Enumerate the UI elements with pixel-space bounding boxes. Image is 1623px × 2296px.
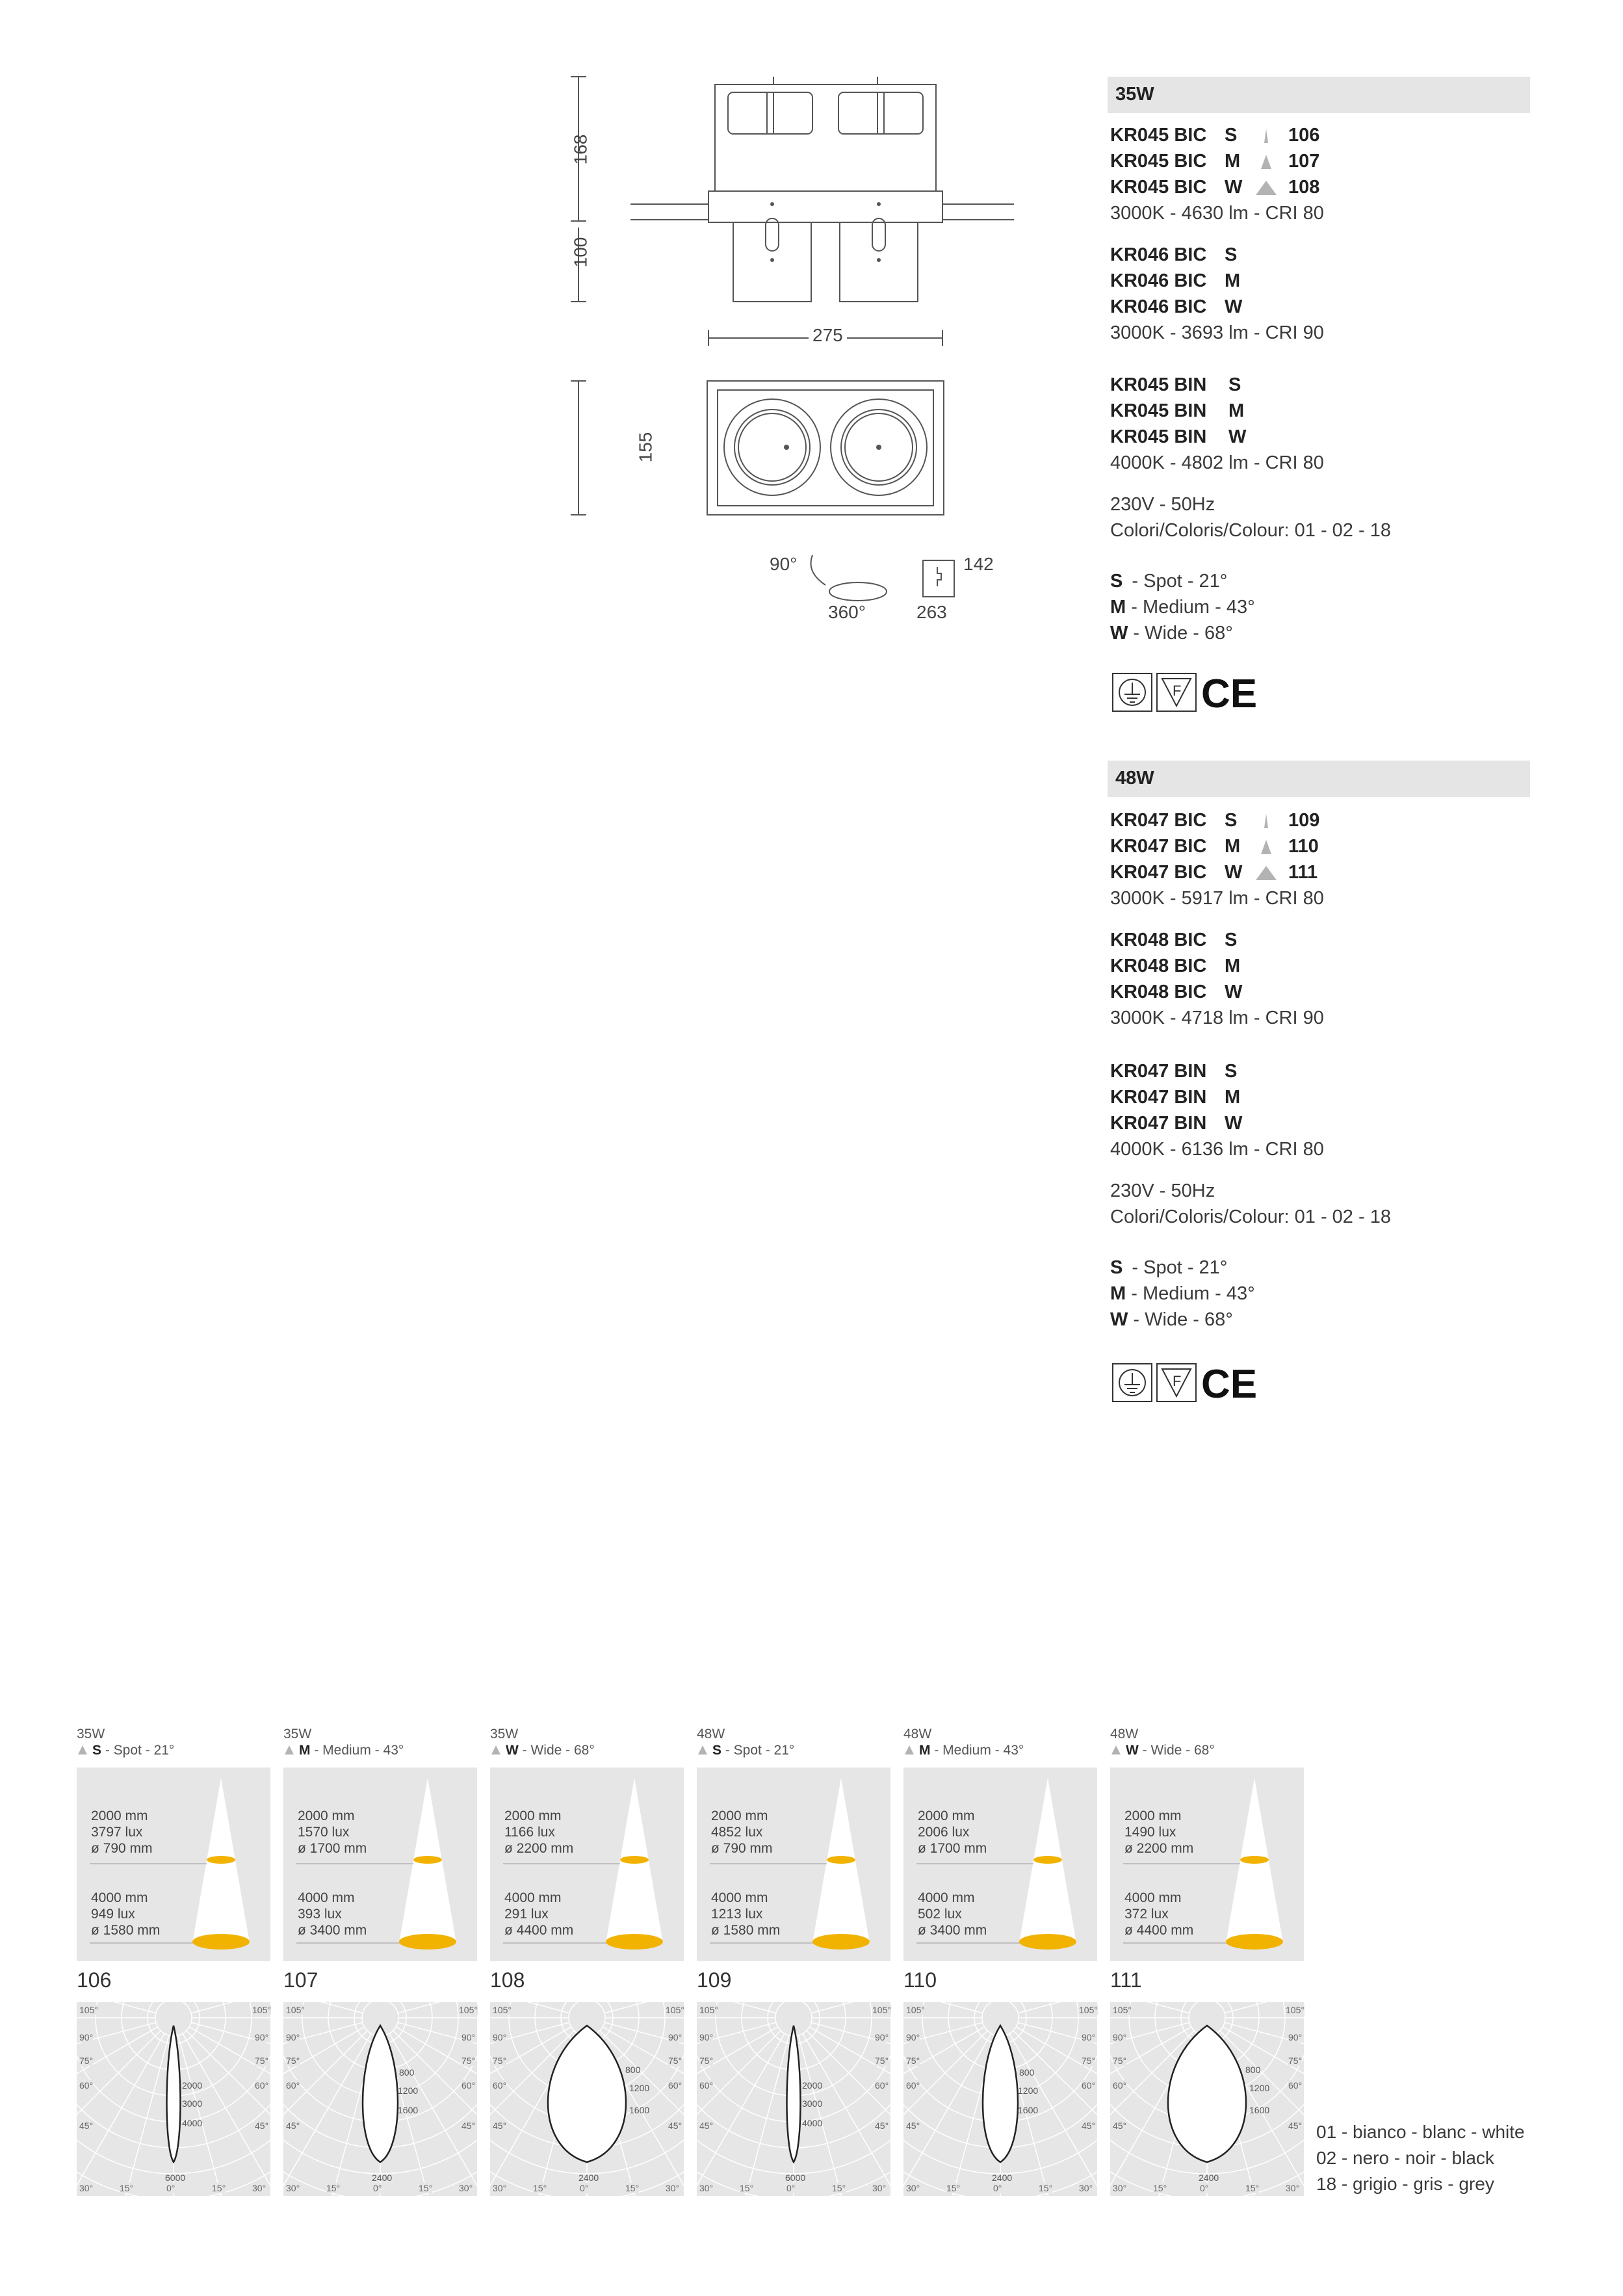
polar-angle-label: 60° [1288, 2080, 1303, 2091]
light-cone-diagram [490, 1768, 684, 1961]
diameter-1: ø 1700 mm [918, 1841, 987, 1856]
polar-angle-label: 90° [461, 2032, 476, 2042]
diagram-number: 110 [903, 1968, 937, 1992]
product-row: KR048 BIC S [1110, 930, 1238, 950]
polar-angle-label: 75° [906, 2055, 920, 2066]
lux-2: 291 lux [504, 1907, 549, 1922]
polar-scale-label: 1200 [1249, 2083, 1270, 2093]
polar-scale-label: 1200 [1018, 2085, 1039, 2096]
lux-1: 2006 lux [918, 1825, 970, 1840]
polar-angle-label: 60° [699, 2080, 714, 2091]
polar-angle-label: 75° [493, 2055, 507, 2066]
polar-scale-label: 1600 [1018, 2105, 1039, 2115]
polar-scale-label: 6000 [785, 2172, 806, 2183]
polar-angle-label: 15° [832, 2183, 846, 2193]
lux-1: 1166 lux [504, 1825, 555, 1840]
polar-angle-label: 60° [906, 2080, 920, 2091]
polar-angle-label: 45° [1113, 2120, 1127, 2131]
lux-2: 372 lux [1124, 1907, 1169, 1922]
polar-angle-label: 60° [286, 2080, 300, 2091]
polar-angle-label: 45° [1288, 2120, 1303, 2131]
polar-scale-label: 2000 [802, 2080, 823, 2091]
dim-height-top: 168 [570, 134, 591, 165]
diameter-1: ø 2200 mm [504, 1841, 574, 1856]
polar-angle-label: 105° [666, 2005, 684, 2015]
lux-1: 1490 lux [1124, 1825, 1176, 1840]
polar-grid [77, 2002, 270, 2196]
polar-angle-label: 30° [1286, 2183, 1300, 2193]
polar-scale-label: 6000 [165, 2172, 186, 2183]
distance-2: 4000 mm [918, 1890, 975, 1905]
polar-scale-label: 1600 [1249, 2105, 1270, 2115]
polar-angle-label: 75° [461, 2055, 476, 2066]
product-row: KR047 BIN W [1110, 1113, 1243, 1134]
polar-angle-label: 90° [1288, 2032, 1303, 2042]
polar-angle-label: 90° [875, 2032, 889, 2042]
polar-angle-label: 60° [1082, 2080, 1096, 2091]
distance-2: 4000 mm [504, 1890, 562, 1905]
panel-beam: M - Medium - 43° [903, 1743, 1024, 1758]
polar-angle-label: 45° [875, 2120, 889, 2131]
polar-angle-label: 75° [1113, 2055, 1127, 2066]
polar-scale-label: 3000 [182, 2098, 203, 2109]
polar-scale-label: 2000 [182, 2080, 203, 2091]
polar-angle-label: 105° [1286, 2005, 1305, 2015]
section-header-48w: 48W [1108, 761, 1530, 797]
dim-depth: 155 [635, 432, 656, 463]
spec-line: 4000K - 4802 lm - CRI 80 [1110, 452, 1324, 473]
diagram-number: 106 [77, 1968, 112, 1992]
distance-1: 2000 mm [504, 1808, 562, 1823]
polar-angle-label: 60° [1113, 2080, 1127, 2091]
polar-angle-label: 105° [872, 2005, 891, 2015]
svg-text:CE: CE [1201, 1362, 1258, 1405]
product-row: KR046 BIC W [1110, 296, 1243, 317]
polar-angle-label: 30° [1079, 2183, 1093, 2193]
beam-spot-4000 [192, 1934, 250, 1950]
polar-angle-label: 45° [493, 2120, 507, 2131]
polar-scale-label: 3000 [802, 2098, 823, 2109]
beam-legend-medium: M - Medium - 43° [1110, 597, 1255, 618]
polar-angle-label: 105° [79, 2005, 98, 2015]
panel-beam: S - Spot - 21° [77, 1743, 174, 1758]
panel-beam: M - Medium - 43° [283, 1743, 404, 1758]
polar-angle-label: 75° [875, 2055, 889, 2066]
certification-icons [1110, 1360, 1260, 1405]
spec-line: 3000K - 5917 lm - CRI 80 [1110, 888, 1324, 909]
polar-angle-label: 90° [1113, 2032, 1127, 2042]
beam-spot-4000 [1019, 1934, 1076, 1950]
polar-scale-label: 2400 [1199, 2172, 1219, 2183]
polar-angle-label: 0° [1200, 2183, 1209, 2193]
polar-diagram [1110, 2002, 1304, 2196]
polar-angle-label: 60° [461, 2080, 476, 2091]
polar-angle-label: 90° [1082, 2032, 1096, 2042]
polar-angle-label: 75° [255, 2055, 269, 2066]
polar-angle-label: 30° [699, 2183, 714, 2193]
polar-diagram [903, 2002, 1097, 2196]
polar-angle-label: 30° [493, 2183, 507, 2193]
spec-line: 4000K - 6136 lm - CRI 80 [1110, 1139, 1324, 1160]
polar-angle-label: 30° [286, 2183, 300, 2193]
product-row: KR047 BIC S 109 [1110, 810, 1320, 831]
intensity-curve [548, 2026, 626, 2162]
beam-triangle-icon [77, 1744, 88, 1756]
beam-triangle-icon [1253, 179, 1279, 196]
polar-grid [697, 2002, 890, 2196]
polar-angle-label: 15° [120, 2183, 134, 2193]
polar-angle-label: 105° [252, 2005, 271, 2015]
polar-diagram [77, 2002, 270, 2196]
light-cone-diagram [903, 1768, 1097, 1961]
beam-legend-spot: S - Spot - 21° [1110, 1257, 1228, 1278]
polar-angle-label: 90° [255, 2032, 269, 2042]
distance-1: 2000 mm [1124, 1808, 1182, 1823]
voltage: 230V - 50Hz [1110, 1181, 1215, 1201]
beam-triangle-icon [1253, 153, 1279, 170]
distance-1: 2000 mm [711, 1808, 768, 1823]
polar-angle-label: 45° [461, 2120, 476, 2131]
distance-1: 2000 mm [298, 1808, 355, 1823]
dim-tilt: 90° [770, 554, 798, 574]
diameter-2: ø 3400 mm [298, 1923, 367, 1938]
product-row: KR046 BIC M [1110, 270, 1241, 291]
spec-line: 3000K - 4718 lm - CRI 90 [1110, 1008, 1324, 1028]
diameter-1: ø 790 mm [711, 1841, 773, 1856]
svg-text:F: F [1173, 1373, 1182, 1389]
polar-angle-label: 15° [1039, 2183, 1053, 2193]
polar-angle-label: 45° [699, 2120, 714, 2131]
beam-legend-wide: W - Wide - 68° [1110, 1309, 1233, 1330]
colour-option: 01 - bianco - blanc - white [1316, 2122, 1525, 2142]
panel-power: 35W [77, 1727, 105, 1742]
diameter-1: ø 1700 mm [298, 1841, 367, 1856]
polar-angle-label: 30° [79, 2183, 94, 2193]
lux-2: 502 lux [918, 1907, 962, 1922]
polar-angle-label: 30° [1113, 2183, 1127, 2193]
polar-angle-label: 105° [906, 2005, 925, 2015]
beam-legend-wide: W - Wide - 68° [1110, 623, 1233, 644]
polar-angle-label: 30° [252, 2183, 266, 2193]
spec-line: 3000K - 3693 lm - CRI 90 [1110, 322, 1324, 343]
colour-codes: Colori/Coloris/Colour: 01 - 02 - 18 [1110, 1207, 1391, 1227]
diameter-2: ø 1580 mm [711, 1923, 781, 1938]
product-row: KR047 BIN S [1110, 1061, 1238, 1082]
dim-width: 275 [809, 325, 847, 346]
polar-angle-label: 60° [255, 2080, 269, 2091]
product-row: KR046 BIC S [1110, 244, 1238, 265]
distance-2: 4000 mm [711, 1890, 768, 1905]
polar-angle-label: 60° [875, 2080, 889, 2091]
polar-grid [903, 2002, 1097, 2196]
polar-angle-label: 45° [668, 2120, 682, 2131]
polar-angle-label: 15° [1245, 2183, 1260, 2193]
panel-power: 48W [903, 1727, 932, 1742]
polar-angle-label: 15° [326, 2183, 341, 2193]
polar-scale-label: 2400 [372, 2172, 393, 2183]
polar-diagram [490, 2002, 684, 2196]
spec-line: 3000K - 4630 lm - CRI 80 [1110, 203, 1324, 224]
beam-triangle-icon [697, 1744, 708, 1756]
polar-grid [283, 2002, 477, 2196]
polar-angle-label: 0° [373, 2183, 382, 2193]
polar-angle-label: 45° [255, 2120, 269, 2131]
polar-scale-label: 2400 [992, 2172, 1013, 2183]
polar-angle-label: 105° [459, 2005, 478, 2015]
intensity-curve [167, 2026, 181, 2162]
light-cone-diagram [77, 1768, 270, 1961]
polar-angle-label: 45° [286, 2120, 300, 2131]
polar-angle-label: 105° [1079, 2005, 1098, 2015]
diagram-number: 108 [490, 1968, 525, 1992]
product-row: KR045 BIN S [1110, 374, 1241, 395]
product-row: KR048 BIC W [1110, 982, 1243, 1002]
polar-angle-label: 45° [906, 2120, 920, 2131]
diameter-2: ø 4400 mm [504, 1923, 574, 1938]
polar-scale-label: 800 [1245, 2065, 1261, 2075]
polar-grid [490, 2002, 684, 2196]
light-cone-diagram [283, 1768, 477, 1961]
polar-scale-label: 1200 [629, 2083, 650, 2093]
polar-angle-label: 45° [1082, 2120, 1096, 2131]
polar-angle-label: 15° [625, 2183, 640, 2193]
panel-beam: W - Wide - 68° [1110, 1743, 1215, 1758]
polar-angle-label: 75° [1082, 2055, 1096, 2066]
polar-angle-label: 15° [1153, 2183, 1167, 2193]
product-row: KR047 BIC M 110 [1110, 836, 1319, 857]
polar-scale-label: 800 [625, 2065, 641, 2075]
product-row: KR048 BIC M [1110, 956, 1241, 976]
dim-rotation: 360° [828, 602, 866, 622]
polar-angle-label: 90° [906, 2032, 920, 2042]
dim-height-bottom: 100 [570, 237, 591, 268]
beam-spot-2000 [1240, 1856, 1269, 1864]
polar-angle-label: 0° [166, 2183, 175, 2193]
colour-option: 18 - grigio - gris - grey [1316, 2174, 1494, 2194]
polar-angle-label: 90° [79, 2032, 94, 2042]
beam-spot-4000 [399, 1934, 456, 1950]
dim-cutout-height: 142 [963, 554, 994, 574]
distance-2: 4000 mm [91, 1890, 148, 1905]
distance-1: 2000 mm [918, 1808, 975, 1823]
panel-power: 35W [490, 1727, 519, 1742]
distance-2: 4000 mm [1124, 1890, 1182, 1905]
beam-spot-4000 [606, 1934, 663, 1950]
light-cone-diagram [697, 1768, 890, 1961]
beam-triangle-icon [490, 1744, 502, 1756]
polar-angle-label: 15° [419, 2183, 433, 2193]
beam-spot-2000 [207, 1856, 235, 1864]
product-row: KR047 BIC W 111 [1110, 862, 1318, 883]
polar-angle-label: 45° [79, 2120, 94, 2131]
voltage: 230V - 50Hz [1110, 494, 1215, 515]
intensity-curve [363, 2026, 398, 2162]
colour-option: 02 - nero - noir - black [1316, 2148, 1494, 2168]
diameter-1: ø 2200 mm [1124, 1841, 1194, 1856]
beam-legend-spot: S - Spot - 21° [1110, 571, 1228, 592]
polar-angle-label: 0° [993, 2183, 1002, 2193]
beam-spot-4000 [1226, 1934, 1283, 1950]
beam-spot-2000 [827, 1856, 855, 1864]
beam-triangle-icon [1253, 127, 1279, 144]
diagram-number: 109 [697, 1968, 732, 1992]
polar-angle-label: 105° [286, 2005, 305, 2015]
diagram-number: 111 [1110, 1968, 1142, 1992]
distance-2: 4000 mm [298, 1890, 355, 1905]
dim-cutout-width: 263 [916, 602, 947, 622]
polar-angle-label: 90° [493, 2032, 507, 2042]
polar-angle-label: 30° [459, 2183, 473, 2193]
product-row: KR045 BIC M 107 [1110, 151, 1320, 172]
polar-scale-label: 800 [399, 2067, 415, 2078]
diagram-number: 107 [283, 1968, 318, 1992]
svg-text:F: F [1173, 683, 1182, 699]
polar-angle-label: 75° [286, 2055, 300, 2066]
beam-spot-4000 [812, 1934, 870, 1950]
product-row: KR045 BIN W [1110, 426, 1247, 447]
polar-scale-label: 1200 [398, 2085, 419, 2096]
light-cone-diagram [1110, 1768, 1304, 1961]
polar-angle-label: 75° [668, 2055, 682, 2066]
polar-scale-label: 4000 [802, 2118, 823, 2128]
product-row: KR047 BIN M [1110, 1087, 1241, 1108]
polar-angle-label: 75° [1288, 2055, 1303, 2066]
polar-angle-label: 15° [946, 2183, 961, 2193]
polar-scale-label: 2400 [578, 2172, 599, 2183]
certification-icons [1110, 670, 1260, 715]
polar-angle-label: 60° [493, 2080, 507, 2091]
lux-2: 949 lux [91, 1907, 135, 1922]
colour-codes: Colori/Coloris/Colour: 01 - 02 - 18 [1110, 520, 1391, 541]
polar-angle-label: 105° [493, 2005, 512, 2015]
diameter-2: ø 4400 mm [1124, 1923, 1194, 1938]
lux-2: 393 lux [298, 1907, 342, 1922]
polar-angle-label: 0° [786, 2183, 796, 2193]
beam-triangle-icon [903, 1744, 915, 1756]
polar-angle-label: 75° [79, 2055, 94, 2066]
product-row: KR045 BIC S 106 [1110, 125, 1320, 146]
distance-1: 2000 mm [91, 1808, 148, 1823]
polar-angle-label: 75° [699, 2055, 714, 2066]
beam-triangle-icon [283, 1744, 295, 1756]
polar-angle-label: 30° [666, 2183, 680, 2193]
beam-triangle-icon [1253, 813, 1279, 829]
lux-1: 3797 lux [91, 1825, 143, 1840]
panel-power: 48W [697, 1727, 725, 1742]
lux-1: 4852 lux [711, 1825, 763, 1840]
diameter-1: ø 790 mm [91, 1841, 153, 1856]
beam-triangle-icon [1253, 865, 1279, 881]
diameter-2: ø 3400 mm [918, 1923, 987, 1938]
polar-diagram [697, 2002, 890, 2196]
beam-triangle-icon [1110, 1744, 1122, 1756]
intensity-curve [1168, 2026, 1246, 2162]
diameter-2: ø 1580 mm [91, 1923, 161, 1938]
polar-angle-label: 90° [668, 2032, 682, 2042]
polar-angle-label: 60° [668, 2080, 682, 2091]
polar-scale-label: 800 [1019, 2067, 1035, 2078]
beam-spot-2000 [1033, 1856, 1062, 1864]
polar-angle-label: 90° [286, 2032, 300, 2042]
panel-power: 48W [1110, 1727, 1139, 1742]
beam-legend-medium: M - Medium - 43° [1110, 1283, 1255, 1304]
polar-angle-label: 15° [740, 2183, 754, 2193]
intensity-curve [787, 2026, 801, 2162]
polar-diagram [283, 2002, 477, 2196]
svg-text:CE: CE [1201, 672, 1258, 715]
panel-power: 35W [283, 1727, 312, 1742]
polar-angle-label: 0° [580, 2183, 589, 2193]
polar-angle-label: 90° [699, 2032, 714, 2042]
polar-angle-label: 105° [699, 2005, 718, 2015]
polar-angle-label: 30° [872, 2183, 887, 2193]
panel-beam: W - Wide - 68° [490, 1743, 595, 1758]
polar-grid [1110, 2002, 1304, 2196]
polar-angle-label: 60° [79, 2080, 94, 2091]
product-row: KR045 BIC W 108 [1110, 177, 1320, 198]
polar-scale-label: 1600 [629, 2105, 650, 2115]
product-row: KR045 BIN M [1110, 400, 1245, 421]
beam-triangle-icon [1253, 839, 1279, 855]
polar-angle-label: 30° [906, 2183, 920, 2193]
polar-scale-label: 1600 [398, 2105, 419, 2115]
panel-beam: S - Spot - 21° [697, 1743, 794, 1758]
polar-scale-label: 4000 [182, 2118, 203, 2128]
lux-2: 1213 lux [711, 1907, 763, 1922]
beam-spot-2000 [413, 1856, 442, 1864]
intensity-curve [983, 2026, 1018, 2162]
polar-angle-label: 15° [212, 2183, 226, 2193]
beam-spot-2000 [620, 1856, 649, 1864]
lux-1: 1570 lux [298, 1825, 350, 1840]
polar-angle-label: 105° [1113, 2005, 1132, 2015]
technical-drawing [559, 65, 1014, 637]
section-header-35w: 35W [1108, 77, 1530, 113]
polar-angle-label: 15° [533, 2183, 547, 2193]
